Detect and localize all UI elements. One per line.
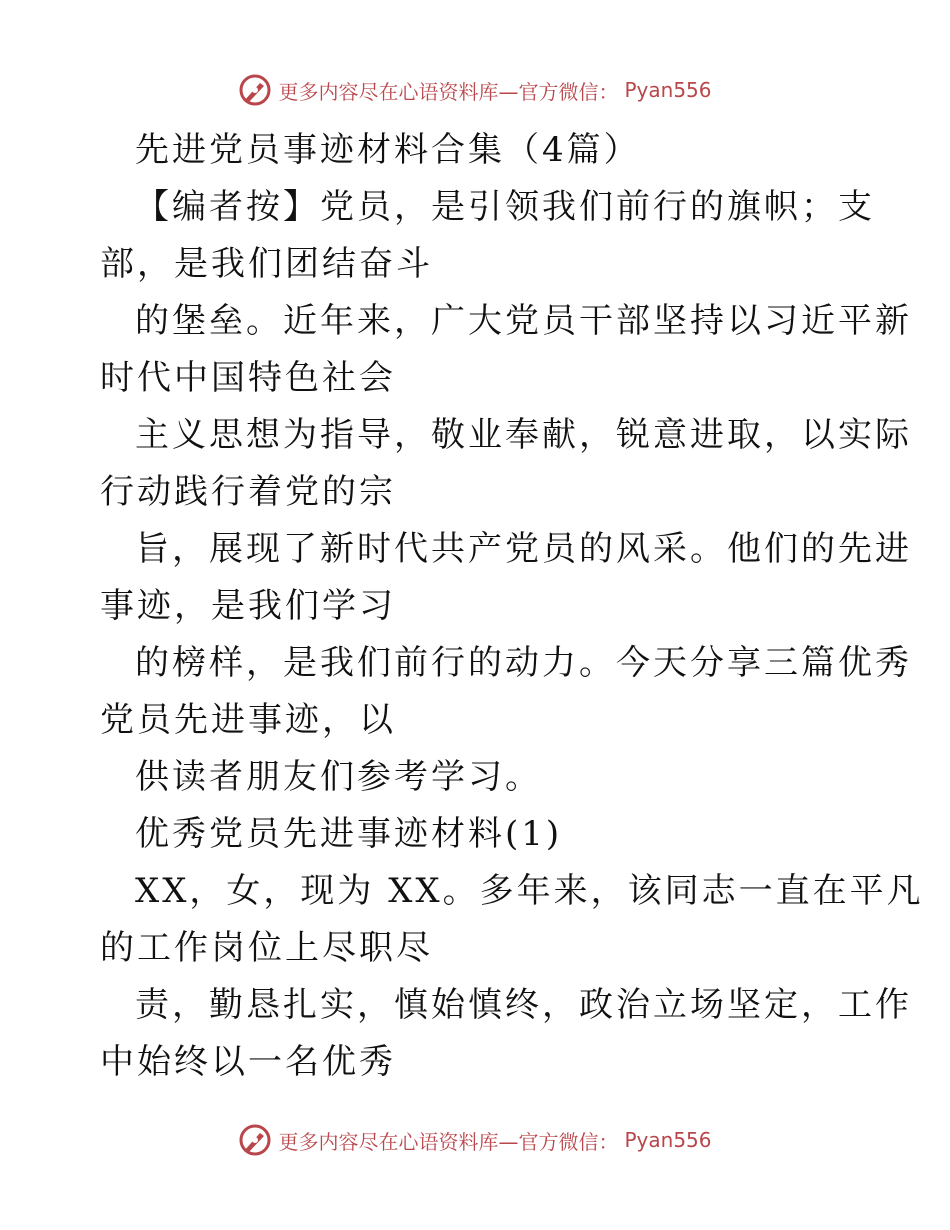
banner-text: 更多内容尽在心语资料库—官方微信： xyxy=(278,79,619,104)
paragraph-line: XX，女，现为 XX。多年来，该同志一直在平凡 xyxy=(135,871,924,911)
paragraph-line: 事迹，是我们学习 xyxy=(100,586,396,626)
banner-wechat-id: Pyan556 xyxy=(624,1128,712,1152)
paragraph-line: 中始终以一名优秀 xyxy=(100,1042,396,1082)
paragraph-line: 党员先进事迹，以 xyxy=(100,700,396,740)
paragraph-line: 旨，展现了新时代共产党员的风采。他们的先进 xyxy=(135,529,912,569)
paragraph-line: 的榜样，是我们前行的动力。今天分享三篇优秀 xyxy=(135,643,912,683)
paragraph-line: 行动践行着党的宗 xyxy=(100,472,396,512)
header-watermark xyxy=(0,70,950,110)
pen-logo-icon xyxy=(238,73,272,107)
paragraph-line: 部，是我们团结奋斗 xyxy=(100,244,433,284)
footer-watermark xyxy=(0,1120,950,1160)
pen-logo-icon xyxy=(238,1123,272,1157)
paragraph-line: 供读者朋友们参考学习。 xyxy=(135,757,542,797)
banner-text: 更多内容尽在心语资料库—官方微信： xyxy=(278,1129,619,1154)
paragraph-line: 的工作岗位上尽职尽 xyxy=(100,928,433,968)
paragraph-line: 责，勤恳扎实，慎始慎终，政治立场坚定，工作 xyxy=(135,985,912,1025)
document-title: 先进党员事迹材料合集（4篇） xyxy=(135,130,641,170)
paragraph-line: 【编者按】党员，是引领我们前行的旗帜；支 xyxy=(135,187,875,227)
section-heading: 优秀党员先进事迹材料(1) xyxy=(135,814,563,854)
paragraph-line: 时代中国特色社会 xyxy=(100,358,396,398)
paragraph-line: 主义思想为指导，敬业奉献，锐意进取，以实际 xyxy=(135,415,912,455)
paragraph-line: 的堡垒。近年来，广大党员干部坚持以习近平新 xyxy=(135,301,912,341)
banner-wechat-id: Pyan556 xyxy=(624,78,712,102)
